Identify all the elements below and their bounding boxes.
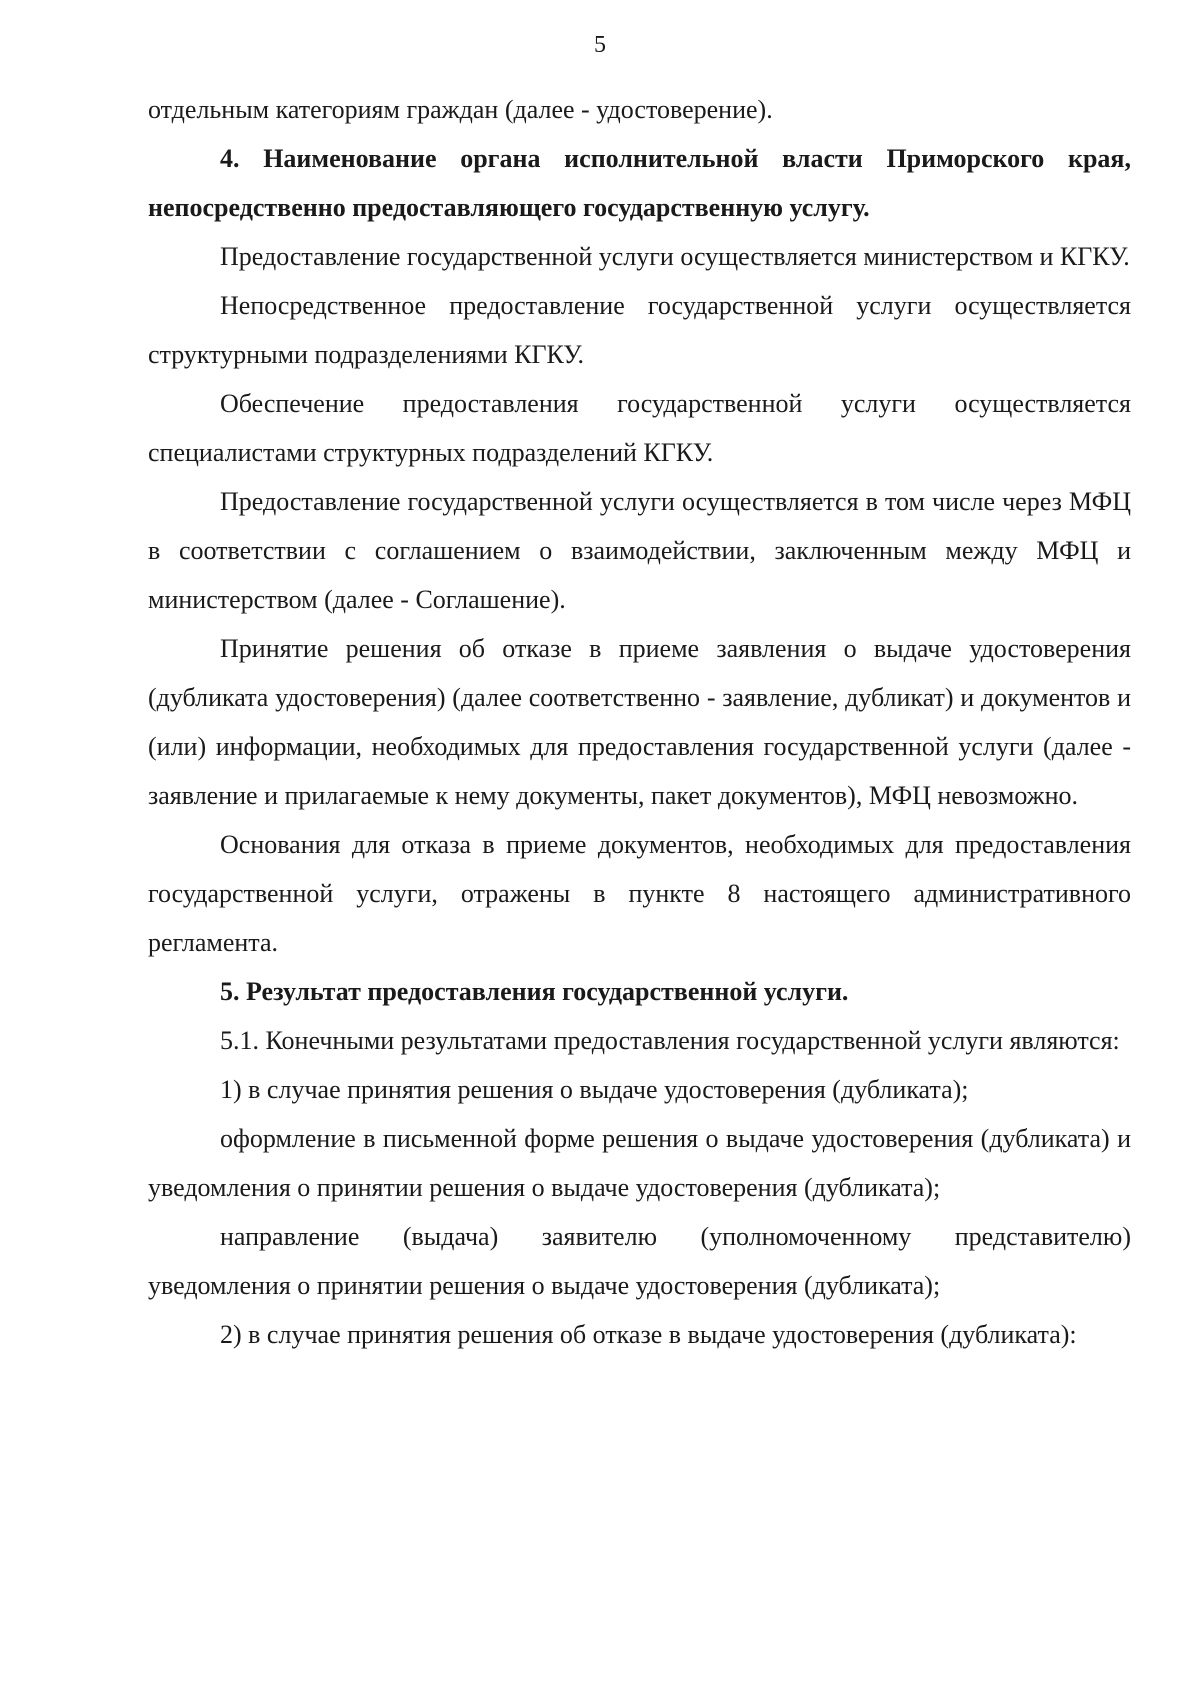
page-number: 5 — [594, 32, 606, 58]
document-body — [148, 85, 1131, 1359]
section-heading-5: 5. Результат предоставления государственной услуги. — [220, 977, 849, 1006]
paragraph: оформление в письменной форме решения о выдаче удостоверения (дубликата) и уведомления о принятии решения о выдаче удостоверения (дубликата); — [148, 1124, 1131, 1202]
section-heading-4: 4. Наименование органа исполнительной власти Приморского края, непосредственно предоставляющего государственную услугу. — [148, 144, 1131, 222]
paragraph: 5.1. Конечными результатами предоставления государственной услуги являются: — [220, 1026, 1120, 1055]
list-item: 1) в случае принятия решения о выдаче удостоверения (дубликата); — [220, 1075, 969, 1104]
paragraph: направление (выдача) заявителю (уполномоченному представителю) уведомления о принятии решения о выдаче удостоверения (дубликата); — [148, 1222, 1131, 1300]
paragraph: Предоставление государственной услуги осуществляется в том числе через МФЦ в соответствии с соглашением о взаимодействии, заключенным между МФЦ и министерством (далее - Соглашение). — [148, 487, 1131, 614]
paragraph: Основания для отказа в приеме документов, необходимых для предоставления государственной услуги, отражены в пункте 8 настоящего административного регламента. — [148, 830, 1131, 957]
paragraph: Предоставление государственной услуги осуществляется министерством и КГКУ. — [220, 242, 1130, 271]
paragraph-continuation: отдельным категориям граждан (далее - удостоверение). — [148, 95, 773, 124]
paragraph: Принятие решения об отказе в приеме заявления о выдаче удостоверения (дубликата удостоверения) (далее соответственно - заявление, дубликат) и документов и (или) информации, необходимых для предоставления государственной услуги (далее - заявление и прилагаемые к нему документы, пакет документов), МФЦ невозможно. — [148, 634, 1131, 810]
paragraph: Непосредственное предоставление государственной услуги осуществляется структурными подразделениями КГКУ. — [148, 291, 1131, 369]
list-item: 2) в случае принятия решения об отказе в выдаче удостоверения (дубликата): — [220, 1320, 1077, 1349]
paragraph: Обеспечение предоставления государственной услуги осуществляется специалистами структурных подразделений КГКУ. — [148, 389, 1131, 467]
